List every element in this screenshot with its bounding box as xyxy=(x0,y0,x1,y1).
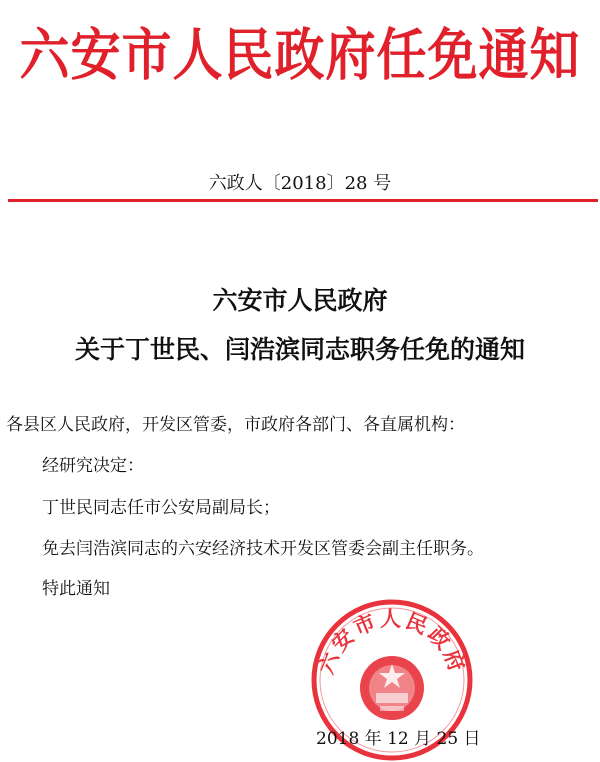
issue-date: 2018 年 12 月 25 日 xyxy=(316,729,481,749)
addressee-line: 各县区人民政府，开发区管委，市政府各部门、各直属机构： xyxy=(6,415,465,435)
body-paragraph-removal: 免去闫浩滨同志的六安经济技术开发区管委会副主任职务。 xyxy=(42,539,484,559)
document-number: 六政人〔2018〕28 号 xyxy=(208,173,392,194)
body-paragraph-decision: 经研究决定： xyxy=(42,456,144,476)
red-divider-line xyxy=(8,199,598,202)
national-emblem-icon xyxy=(360,656,424,720)
seal-text: 六安市人民政府 xyxy=(313,607,471,678)
body-paragraph-closing: 特此通知 xyxy=(42,579,110,599)
notice-title-line-1: 六安市人民政府 xyxy=(212,286,388,315)
masthead-title: 六安市人民政府任免通知 xyxy=(19,23,581,89)
notice-title-line-2: 关于丁世民、闫浩滨同志职务任免的通知 xyxy=(74,335,525,364)
body-paragraph-appointment: 丁世民同志任市公安局副局长； xyxy=(42,498,280,518)
